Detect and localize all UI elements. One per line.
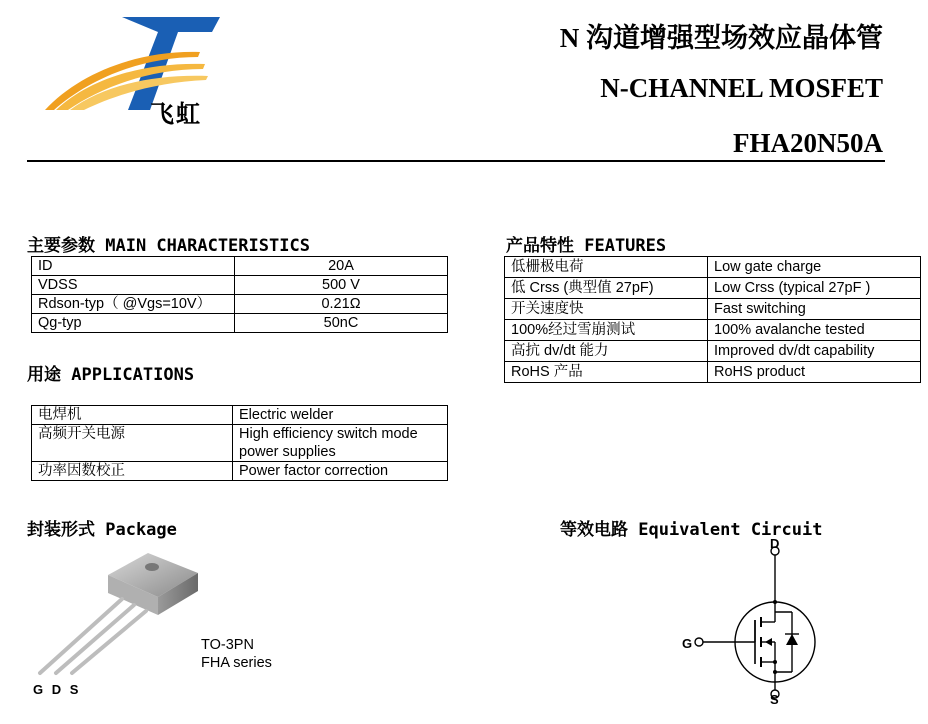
feature-en-cell: 100% avalanche tested bbox=[708, 320, 921, 341]
channel-arrow bbox=[765, 638, 772, 646]
table-row bbox=[505, 278, 921, 299]
source-label: S bbox=[770, 692, 779, 707]
feature-en-cell: Low gate charge bbox=[708, 257, 921, 278]
value-cell: 0.21Ω bbox=[235, 295, 448, 314]
main-characteristics-heading: 主要参数 MAIN CHARACTERISTICS bbox=[27, 236, 310, 256]
diode-triangle bbox=[786, 634, 798, 645]
feature-cn-cell: RoHS 产品 bbox=[505, 362, 708, 383]
drain-label: D bbox=[770, 536, 780, 551]
table-row bbox=[32, 276, 448, 295]
feature-en-cell: Low Crss (typical 27pF ) bbox=[708, 278, 921, 299]
features-heading: 产品特性 FEATURES bbox=[506, 236, 667, 256]
value-cell: 20A bbox=[235, 257, 448, 276]
applications-heading: 用途 APPLICATIONS bbox=[27, 365, 195, 385]
to3pn-package-illustration bbox=[30, 545, 210, 680]
pin-label-d: D bbox=[51, 682, 62, 697]
feature-cn-cell: 低 Crss (典型值 27pF) bbox=[505, 278, 708, 299]
package-series: FHA series bbox=[201, 655, 272, 671]
table-row bbox=[32, 425, 448, 462]
table-row bbox=[505, 257, 921, 278]
feature-cn-cell: 高抗 dv/dt 能力 bbox=[505, 341, 708, 362]
title-chinese: N 沟道增强型场效应晶体管 bbox=[559, 23, 883, 53]
feature-en-cell: Improved dv/dt capability bbox=[708, 341, 921, 362]
header-rule bbox=[27, 160, 885, 162]
title-english: N-CHANNEL MOSFET bbox=[600, 73, 883, 103]
feature-cn-cell: 低栅极电荷 bbox=[505, 257, 708, 278]
feature-cn-cell: 100%经过雪崩测试 bbox=[505, 320, 708, 341]
mosfet-symbol bbox=[670, 535, 820, 710]
applications-table bbox=[31, 405, 448, 481]
main-characteristics-table bbox=[31, 256, 448, 333]
package-pin-labels bbox=[33, 682, 78, 697]
package-heading: 封装形式 Package bbox=[27, 520, 177, 540]
package-leads bbox=[40, 599, 146, 673]
application-cn-cell: 功率因数校正 bbox=[32, 462, 233, 481]
table-row bbox=[32, 462, 448, 481]
application-en-cell: Power factor correction bbox=[233, 462, 448, 481]
feature-en-cell: RoHS product bbox=[708, 362, 921, 383]
brand-name: 飞虹 bbox=[150, 100, 202, 128]
feature-en-cell: Fast switching bbox=[708, 299, 921, 320]
application-en-cell: Electric welder bbox=[233, 406, 448, 425]
package-name: TO-3PN bbox=[201, 637, 254, 653]
table-row bbox=[505, 320, 921, 341]
package-body bbox=[108, 553, 198, 615]
table-row bbox=[505, 341, 921, 362]
table-row bbox=[32, 295, 448, 314]
param-cell: Rdson-typ（ @Vgs=10V） bbox=[32, 295, 235, 314]
gate-label: G bbox=[682, 636, 693, 651]
table-row bbox=[505, 299, 921, 320]
value-cell: 500 V bbox=[235, 276, 448, 295]
pin-label-g: G bbox=[33, 682, 44, 697]
features-table bbox=[504, 256, 921, 383]
table-row bbox=[32, 314, 448, 333]
table-row bbox=[505, 362, 921, 383]
feature-cn-cell: 开关速度快 bbox=[505, 299, 708, 320]
part-number: FHA20N50A bbox=[733, 128, 883, 158]
package-name-block bbox=[201, 636, 272, 672]
value-cell: 50nC bbox=[235, 314, 448, 333]
application-cn-cell: 电焊机 bbox=[32, 406, 233, 425]
param-cell: Qg-typ bbox=[32, 314, 235, 333]
pin-label-s: S bbox=[69, 682, 79, 697]
param-cell: ID bbox=[32, 257, 235, 276]
equivalent-circuit-heading: 等效电路 Equivalent Circuit bbox=[560, 520, 823, 540]
table-row bbox=[32, 257, 448, 276]
application-en-cell: High efficiency switch mode power supplies bbox=[233, 425, 448, 462]
application-cn-cell: 高频开关电源 bbox=[32, 425, 233, 462]
table-row bbox=[32, 406, 448, 425]
param-cell: VDSS bbox=[32, 276, 235, 295]
